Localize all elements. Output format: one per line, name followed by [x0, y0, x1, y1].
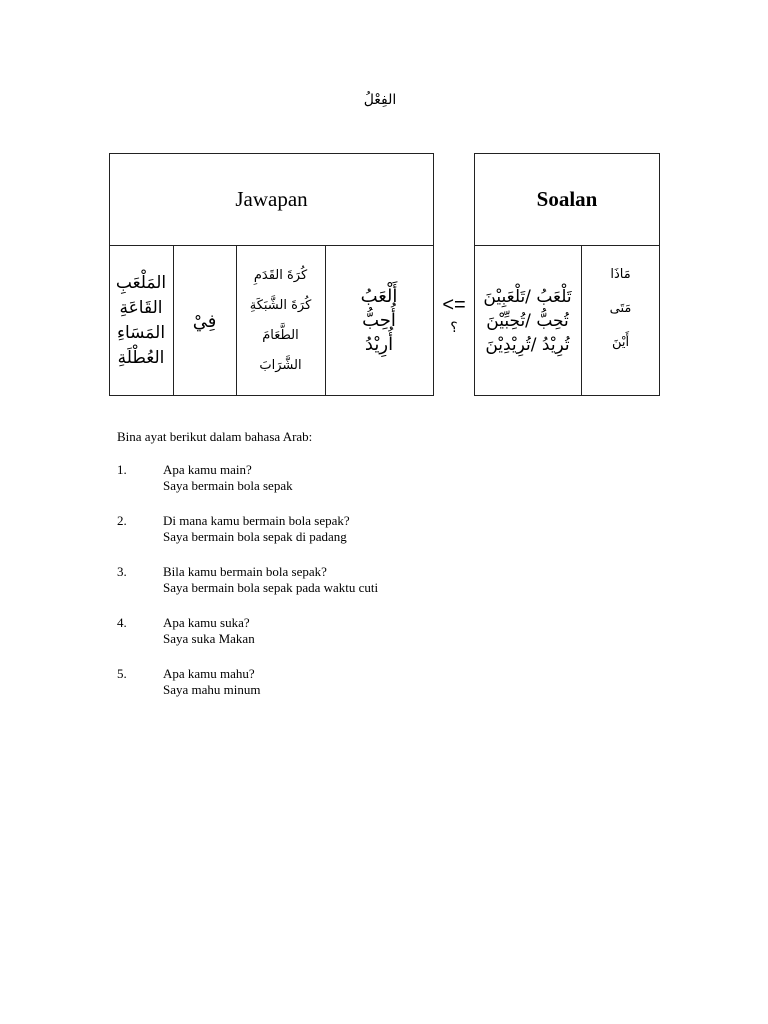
verb: تَلْعَبُ /تَلْعَبِيْنَ — [483, 287, 572, 307]
answer-verbs-column — [325, 246, 433, 396]
exercise-number: 2. — [117, 513, 127, 528]
exercise-answer: Saya suka Makan — [163, 631, 255, 646]
object: كُرَةَ القَدَمِ — [253, 268, 308, 283]
verb: تُحِبُّ /تُحِبِّيْنَ — [486, 311, 569, 331]
place: المَسَاءِ — [116, 323, 166, 343]
answer-header: Jawapan — [235, 186, 308, 211]
place: القَاعَةِ — [119, 298, 163, 318]
exercise-question: Apa kamu mahu? — [163, 666, 255, 681]
exercise-question: Di mana kamu bermain bola sepak? — [163, 513, 350, 528]
places-column — [109, 246, 173, 396]
question-header: Soalan — [536, 186, 598, 211]
exercise-number: 1. — [117, 462, 127, 477]
question-word: أَيْنَ — [611, 335, 630, 350]
question-word: مَاذَا — [610, 267, 631, 282]
question-mark: ؟ — [450, 320, 458, 336]
preposition: فِيْ — [192, 310, 217, 332]
verb: أُحِبُّ — [362, 310, 396, 331]
exercise-answer: Saya mahu minum — [163, 682, 261, 697]
exercise-question: Apa kamu suka? — [163, 615, 250, 630]
exercise-answer: Saya bermain bola sepak di padang — [163, 529, 347, 544]
arrow: <= — [442, 294, 466, 316]
place: العُطْلَةِ — [117, 348, 165, 368]
question-word: مَتَى — [609, 301, 632, 316]
place: المَلْعَبِ — [115, 273, 167, 293]
exercise-answer: Saya bermain bola sepak pada waktu cuti — [163, 580, 379, 595]
question-verbs-column — [474, 246, 581, 396]
exercise-question: Bila kamu bermain bola sepak? — [163, 564, 327, 579]
page-title: الفِعْلُ — [363, 92, 397, 108]
verb: تُرِيْدُ /تُرِيْدِيْنَ — [485, 335, 570, 355]
object: الشَّرَابَ — [259, 358, 302, 373]
objects-column — [236, 246, 325, 396]
exercise-question: Apa kamu main? — [163, 462, 252, 477]
exercise-number: 5. — [117, 666, 127, 681]
exercise-number: 3. — [117, 564, 127, 579]
verb: أَلْعَبُ — [360, 286, 398, 307]
verb: أُرِيْدُ — [364, 334, 394, 355]
object: كُرَةَ الشَّبَكَةِ — [249, 298, 312, 313]
object: الطَّعَامَ — [262, 328, 299, 343]
exercise-answer: Saya bermain bola sepak — [163, 478, 293, 493]
instruction: Bina ayat berikut dalam bahasa Arab: — [117, 429, 313, 444]
exercise-number: 4. — [117, 615, 127, 630]
question-words-column — [581, 246, 660, 396]
